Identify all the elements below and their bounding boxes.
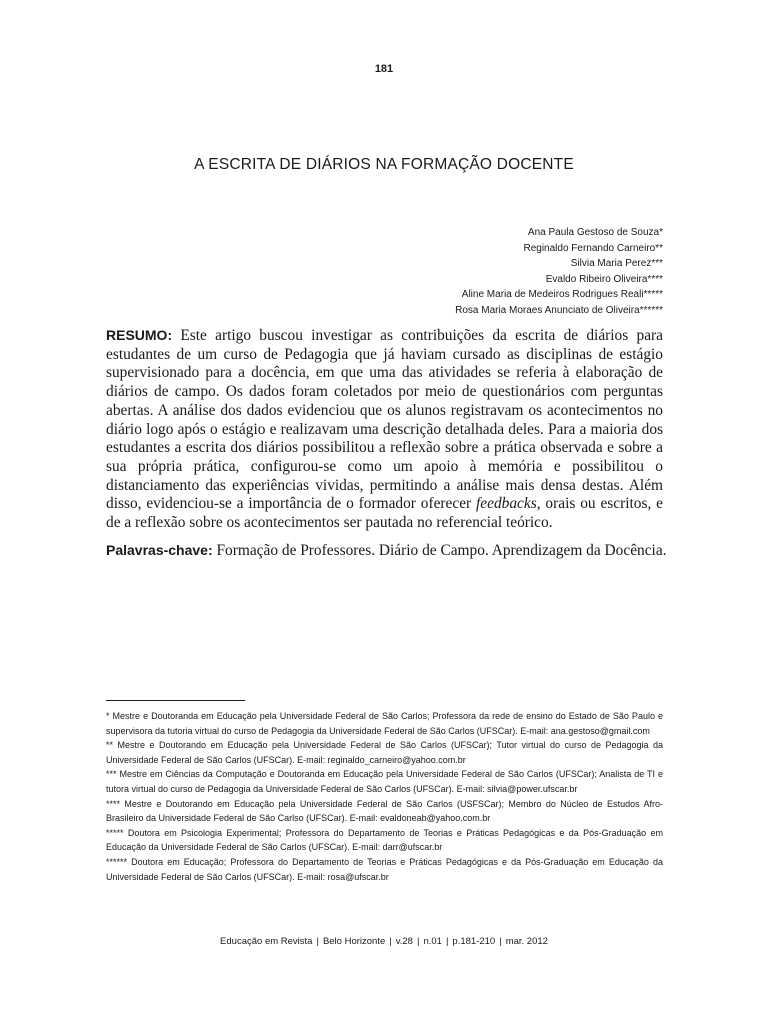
abstract-text: Este artigo buscou investigar as contribuições da escrita de diários para estudantes de um curso de Pedagogia que já haviam cursado as disciplinas de estágio supervisionado para a docência, em que uma das atividades se referia à elaboração de diários de campo. Os dados foram coletados por meio de questionários com perguntas abertas. A análise dos dados evidenciou que os alunos registravam os acontecimentos no diário logo após o estágio e realizavam uma descrição detalhada deles. Para a maioria dos estudantes a escrita dos diários possibilitou a reflexão sobre a prática observada e sobre a sua própria prática, configurou-se como um apoio à memória e possibilitou o distanciamento das experiências vividas, permitindo a análise mais densa destas. Além disso, evidenciou-se a importância de o formador oferecer <box>106 327 663 513</box>
abstract-text-end: , orais ou escritos, e de a reflexão sobre os acontecimentos ser pautada no referencial teórico. <box>106 495 663 532</box>
footer-separator: | <box>499 936 502 947</box>
footer-separator: | <box>416 936 420 947</box>
journal-name: Educação em Revista <box>220 936 313 947</box>
footnote: ** Mestre e Doutorando em Educação pela Universidade Federal de São Carlos (UFSCar); Tutor virtual do curso de Pedagogia da Universidade Federal de São Carlos (UFSCar). E-mail: reginaldo_carneiro@yahoo.com.br <box>106 740 663 765</box>
abstract <box>106 326 663 533</box>
footnote: **** Mestre e Doutorando em Educação pela Universidade Federal de São Carlos (USFSCar); Membro do Núcleo de Estudos Afro-Brasileiro da Universidade Federal de São Carlso (UFSCar). E-mail: evaldoneab@yahoo.com.br <box>106 798 663 824</box>
keywords-text: Formação de Professores. Diário de Campo. Aprendizagem da Docência. <box>212 542 667 559</box>
footer-separator: | <box>445 936 449 947</box>
footer-separator: | <box>389 936 392 947</box>
abstract-italic-term: feedbacks <box>476 495 537 513</box>
author-name: Rosa Maria Moraes Anunciato de Oliveira****** <box>455 304 663 316</box>
journal-footer <box>0 936 768 947</box>
author-name: Aline Maria de Medeiros Rodrigues Reali***** <box>461 289 663 301</box>
footer-separator: | <box>316 936 319 947</box>
page-number: 181 <box>374 63 394 75</box>
author-list <box>455 225 663 319</box>
footnote-divider <box>106 700 245 701</box>
author-name: Silvia Maria Perez*** <box>570 258 663 270</box>
journal-date: mar. 2012 <box>505 936 548 947</box>
journal-pages: p.181-210 <box>452 936 496 947</box>
article-title: A ESCRITA DE DIÁRIOS NA FORMAÇÃO DOCENTE <box>194 156 574 173</box>
keywords-label: Palavras-chave: <box>106 542 213 558</box>
footnote: ****** Doutora em Educação; Professora do Departamento de Teorias e Práticas Pedagógicas e da Pós-Graduação em Educação da Universidade Federal de São Carlos (UFSCar). E-mail: rosa@ufscar.br <box>106 856 663 882</box>
footnote: *** Mestre em Ciências da Computação e Doutoranda em Educação pela Universidade Federal de São Carlos (UFSCar); Analista de TI e tutora virtual do curso de Pedagogia da Universidade Federal de São Carlos (UFSCar). E-mail: silvia@power.ufscar.br <box>106 769 663 794</box>
footnote: * Mestre e Doutoranda em Educação pela Universidade Federal de São Carlos; Professora da rede de ensino do Estado de São Paulo e supervisora da tutoria virtual do curso de Pedagogia da Universidade Federal de São Carlos (UFSCar). E-mail: ana.gestoso@gmail.com <box>106 711 663 736</box>
author-name: Evaldo Ribeiro Oliveira**** <box>545 273 663 285</box>
journal-city: Belo Horizonte <box>322 936 386 947</box>
author-name: Reginaldo Fernando Carneiro** <box>523 242 663 254</box>
footnotes <box>106 709 663 884</box>
author-name: Ana Paula Gestoso de Souza* <box>527 227 663 238</box>
footnote: ***** Doutora em Psicologia Experimental; Professora do Departamento de Teorias e Práticas Pedagógicas e da Pós-Graduação em Educação da Universidade Federal de São Carlos (UFSCar). E-mail: darr@ufscar.br <box>106 827 663 853</box>
journal-number: n.01 <box>423 936 442 947</box>
keywords <box>106 541 676 561</box>
abstract-label: RESUMO: <box>106 327 173 343</box>
journal-volume: v.28 <box>395 936 413 947</box>
